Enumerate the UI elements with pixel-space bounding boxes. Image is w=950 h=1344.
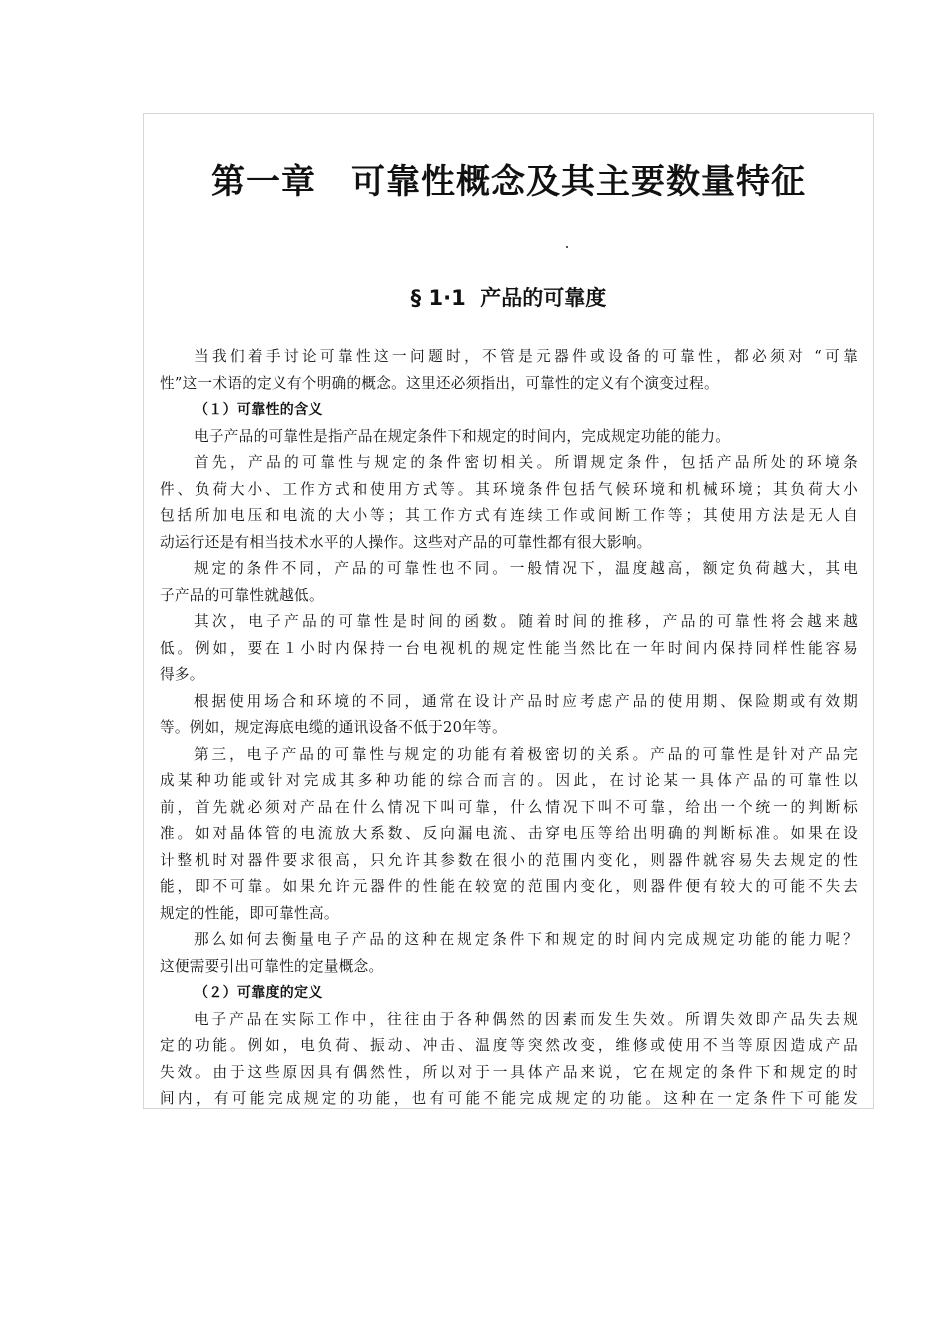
body-text [160,344,858,1113]
section-title: § 1·1 产品的可靠度 [410,286,607,310]
text-line: 电子产品在实际工作中，往往由于各种偶然的因素而发生失效。所谓失效即产品失去规 [194,1010,858,1028]
text-line: 准。如对晶体管的电流放大系数、反向漏电流、击穿电压等给出明确的判断标准。如果在设 [160,825,858,842]
text-line: 件、负荷大小、工作方式和使用方式等。其环境条件包括气候环境和机械环境；其负荷大小 [160,480,858,498]
text-line: 规定的性能，即可靠性高。 [160,904,339,922]
text-line: 定的功能。例如，电负荷、振动、冲击、温度等突然改变，维修或使用不当等原因造成产品 [160,1037,858,1054]
text-line: 能，即不可靠。如果允许元器件的性能在较宽的范围内变化，则器件便有较大的可能不失去 [160,878,858,895]
text-line: 电子产品的可靠性是指产品在规定条件下和规定的时间内，完成规定功能的能力。 [194,427,731,445]
text-line: 那么如何去衡量电子产品的这种在规定条件下和规定的时间内完成规定功能的能力呢？ [194,931,858,948]
text-line: 得多。 [160,666,205,683]
text-line: 计整机时对器件要求很高，只允许其参数在很小的范围内变化，则器件就容易失去规定的性 [160,851,858,869]
text-line: 低。例如，要在１小时内保持一台电视机的规定性能当然比在一年时间内保持同样性能容易 [160,639,858,657]
scan-speck [566,246,568,248]
text-line: 根据使用场合和环境的不同，通常在设计产品时应考虑产品的使用期、保险期或有效期 [194,692,858,710]
text-line: 规定的条件不同，产品的可靠性也不同。一般情况下，温度越高，额定负荷越大，其电 [194,560,858,577]
text-line: 当我们着手讨论可靠性这一问题时，不管是元器件或设备的可靠性，都必须对 “可靠 [194,348,858,365]
subsection-heading: （１）可靠性的含义 [194,402,323,418]
text-line: 这便需要引出可靠性的定量概念。 [160,957,384,975]
text-line: 包括所加电压和电流的大小等；其工作方式有连续工作或间断工作等；其使用方法是无人自 [160,507,858,524]
text-line: 性”这一术语的定义有个明确的概念。这里还必须指出，可靠性的定义有个演变过程。 [160,374,719,392]
text-line: 子产品的可靠性就越低。 [160,586,324,604]
text-line: 首先，产品的可靠性与规定的条件密切相关。所谓规定条件，包括产品所处的环境条 [194,454,858,471]
subsection-heading: （２）可靠度的定义 [194,985,323,1001]
chapter-title: 第一章 可靠性概念及其主要数量特征 [211,162,806,202]
text-line: 间内，有可能完成规定的功能，也有可能不能完成规定的功能。这种在一定条件下可能发 [160,1090,858,1107]
text-line: 前，首先就必须对产品在什么情况下叫可靠，什么情况下叫不可靠，给出一个统一的判断标 [160,798,858,816]
text-line: 动运行还是有相当技术水平的人操作。这些对产品的可靠性都有很大影响。 [160,533,652,551]
text-line: 其次，电子产品的可靠性是时间的函数。随着时间的推移，产品的可靠性将会越来越 [194,613,858,630]
text-line: 等。例如，规定海底电缆的通讯设备不低于20年等。 [160,719,507,736]
text-line: 成某种功能或针对完成其多种功能的综合而言的。因此，在讨论某一具体产品的可靠性以 [160,772,858,789]
text-line: 失效。由于这些原因具有偶然性，所以对于一具体产品来说，它在规定的条件下和规定的时 [160,1063,858,1081]
text-line: 第三，电子产品的可靠性与规定的功能有着极密切的关系。产品的可靠性是针对产品完 [194,745,858,763]
